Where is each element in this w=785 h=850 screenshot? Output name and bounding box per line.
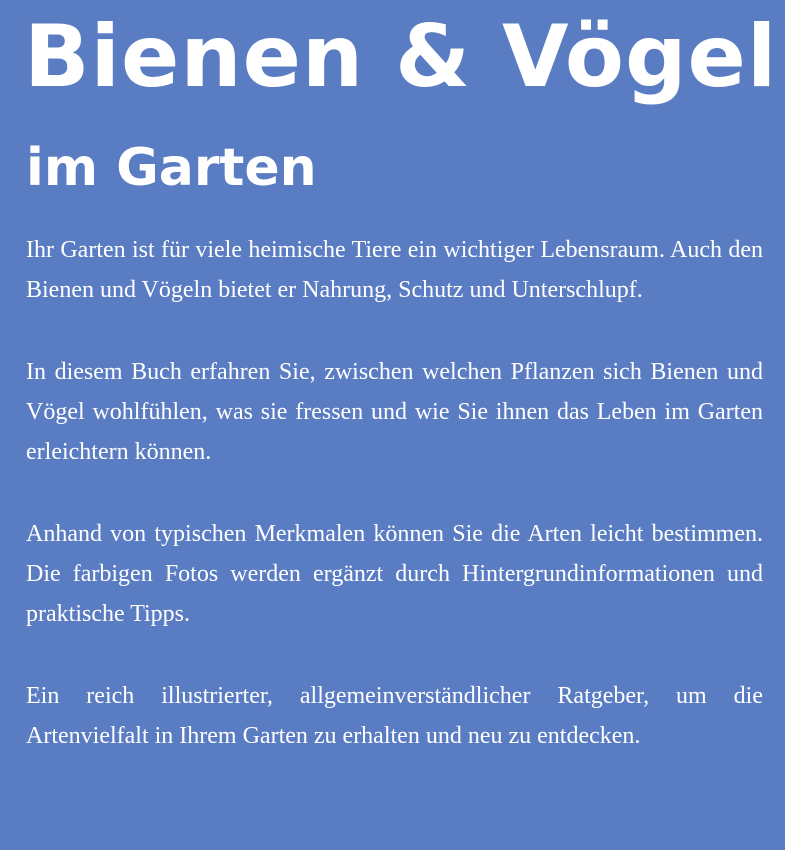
blurb-paragraph-3: Anhand von typischen Merkmalen können Sie die Arten leicht bestimmen. Die farbigen Fotos werden ergänzt durch Hintergrundinformationen und praktische Tipps. (26, 521, 763, 627)
blurb-paragraph-1: Ihr Garten ist für viele heimische Tiere ein wichtiger Lebensraum. Auch den Bienen und Vögeln bietet er Nahrung, Schutz und Unterschlupf. (26, 237, 763, 303)
blurb-paragraph-2: In diesem Buch erfahren Sie, zwischen welchen Pflanzen sich Bienen und Vögel wohlfühlen, was sie fressen und wie Sie ihnen das Leben im Garten erleichtern können. (26, 359, 763, 465)
blurb-paragraph-4: Ein reich illustrierter, allgemeinverständlicher Ratgeber, um die Artenvielfalt in Ihrem Garten zu erhalten und neu zu entdecken. (26, 683, 763, 749)
book-title: Bienen & Vögel (24, 7, 778, 107)
blurb (26, 230, 763, 756)
book-subtitle: im Garten (26, 138, 317, 198)
